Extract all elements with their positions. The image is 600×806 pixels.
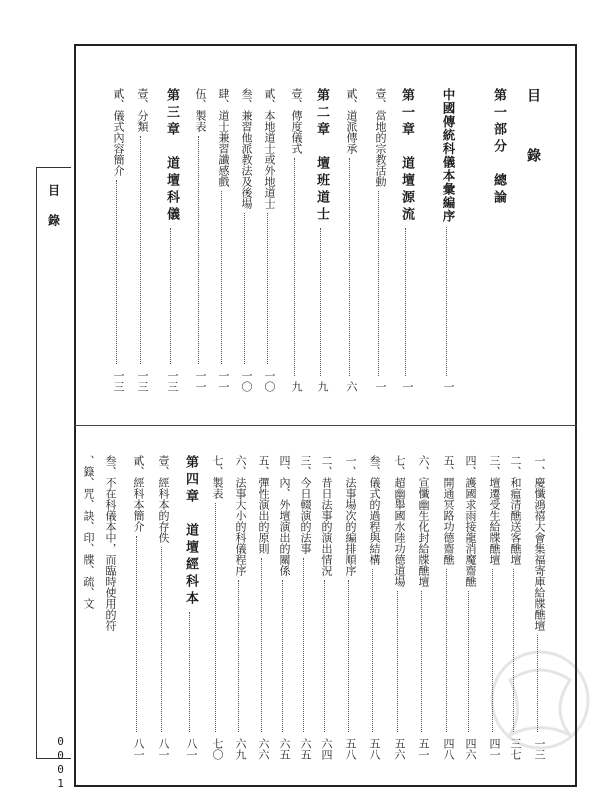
toc-entry[interactable] bbox=[286, 88, 302, 392]
entry-page: 一三 bbox=[112, 370, 125, 392]
entry-page: 一 bbox=[401, 381, 414, 392]
entry-text: 一、法事場次的編排順序 bbox=[344, 455, 357, 576]
dot-leader bbox=[116, 180, 117, 364]
dot-leader bbox=[349, 158, 350, 376]
dot-leader bbox=[405, 228, 406, 376]
entry-text: 貳、本地道士或外地道士 bbox=[263, 88, 276, 209]
entry-text: 七、超幽舉國水陸功德道場 bbox=[393, 455, 406, 587]
toc-entry[interactable] bbox=[316, 455, 332, 760]
entry-page: 一一 bbox=[217, 370, 230, 392]
entry-text: 壹、傳度儀式 bbox=[290, 88, 303, 154]
dot-leader bbox=[215, 503, 216, 732]
toc-entry[interactable] bbox=[153, 455, 169, 760]
entry-page: 九 bbox=[290, 381, 303, 392]
toc-entry[interactable] bbox=[128, 455, 144, 760]
toc-title: 目 錄 bbox=[525, 88, 541, 168]
entry-text: 壹、當地的宗教活動 bbox=[374, 88, 387, 187]
entry-text: 貳、經科本簡介 bbox=[132, 455, 145, 532]
section-divider bbox=[74, 425, 577, 426]
entry-text: 中國傳統科儀本彙編序 bbox=[441, 88, 456, 223]
entry-page: 五八 bbox=[368, 738, 381, 760]
entry-text: 六、宣懺幽生化封給牒醮壇 bbox=[417, 455, 430, 587]
dot-leader bbox=[294, 158, 295, 376]
dot-leader bbox=[397, 591, 398, 732]
entry-text: 貳、道派傳承 bbox=[345, 88, 358, 154]
toc-entry[interactable] bbox=[484, 455, 500, 760]
toc-entry[interactable] bbox=[529, 455, 545, 760]
dot-leader bbox=[378, 191, 379, 376]
entry-text: 六、法事大小的科儀程序 bbox=[234, 455, 247, 576]
entry-text: 伍、製表 bbox=[194, 88, 207, 132]
entry-text: 一、慶懺鴻禧大會集福寄庫給牒醮壇 bbox=[533, 455, 546, 631]
toc-entry[interactable] bbox=[259, 88, 275, 392]
dot-leader bbox=[446, 227, 447, 376]
entry-text: 壹、分類 bbox=[136, 88, 149, 132]
entry-page: 一三 bbox=[533, 738, 546, 760]
entry-text: 第一部分 總論 bbox=[491, 88, 506, 207]
dot-leader bbox=[537, 635, 538, 732]
dot-leader bbox=[513, 569, 514, 732]
entry-page: 六六 bbox=[257, 738, 270, 760]
entry-page: 一〇 bbox=[263, 370, 276, 392]
toc-entry[interactable] bbox=[489, 88, 505, 392]
entry-page: 一〇 bbox=[240, 370, 253, 392]
toc-entry[interactable] bbox=[460, 455, 476, 760]
entry-page: 四六 bbox=[464, 738, 477, 760]
entry-page: 六五 bbox=[299, 738, 312, 760]
entry-text: 叁、儀式的過程與結構 bbox=[368, 455, 381, 565]
dot-leader bbox=[161, 547, 162, 732]
entry-text: 五、開通冥路功德齋醮 bbox=[442, 455, 455, 565]
entry-text: 二、昔日法事的演出情況 bbox=[320, 455, 333, 576]
entry-text: 第一章 道壇源流 bbox=[399, 88, 414, 224]
toc-entry[interactable] bbox=[253, 455, 269, 760]
dot-leader bbox=[198, 136, 199, 364]
side-tab-label: 目錄 bbox=[46, 184, 61, 244]
dot-leader bbox=[492, 569, 493, 732]
entry-page: 一一 bbox=[194, 370, 207, 392]
entry-page: 五六 bbox=[393, 738, 406, 760]
dot-leader bbox=[267, 213, 268, 364]
toc-entry[interactable] bbox=[370, 88, 386, 392]
entry-text: 肆、道士兼習讖感戲 bbox=[217, 88, 230, 187]
entry-text: 貳、儀式內容簡介 bbox=[112, 88, 125, 176]
toc-entry[interactable] bbox=[78, 455, 94, 760]
entry-page: 四一 bbox=[488, 738, 501, 760]
entry-text: 壹、經科本的存佚 bbox=[157, 455, 170, 543]
toc-entry[interactable] bbox=[236, 88, 252, 392]
entry-page: 八一 bbox=[185, 738, 198, 760]
entry-page: 一 bbox=[374, 381, 387, 392]
page-number: 0001 bbox=[54, 735, 67, 791]
entry-text: 三、今日輟演的法事 bbox=[299, 455, 312, 554]
dot-leader bbox=[372, 569, 373, 732]
toc-entry[interactable] bbox=[274, 455, 290, 760]
toc-entry[interactable] bbox=[100, 455, 116, 760]
entry-text: 三、壇遷受生給牒醮壇 bbox=[488, 455, 501, 565]
entry-text: 四、護國求雨接龍消魔齋醮 bbox=[464, 455, 477, 587]
toc-entry[interactable] bbox=[230, 455, 246, 760]
entry-page: 六五 bbox=[278, 738, 291, 760]
dot-leader bbox=[140, 136, 141, 364]
side-tab bbox=[36, 167, 71, 759]
entry-page: 一三 bbox=[166, 370, 179, 392]
toc-entry[interactable] bbox=[505, 455, 521, 760]
entry-page: 四八 bbox=[442, 738, 455, 760]
toc-entry[interactable] bbox=[341, 88, 357, 392]
toc-entry[interactable] bbox=[207, 455, 223, 760]
toc-entry[interactable] bbox=[213, 88, 229, 392]
toc-entry[interactable] bbox=[364, 455, 380, 760]
toc-entry[interactable] bbox=[190, 88, 206, 392]
dot-leader bbox=[136, 536, 137, 732]
dot-leader bbox=[244, 213, 245, 364]
dot-leader bbox=[421, 591, 422, 732]
entry-text: 四、內、外壇演出的關係 bbox=[278, 455, 291, 576]
toc-entry[interactable] bbox=[413, 455, 429, 760]
entry-text: 二、和瘟清醮送客醮壇 bbox=[509, 455, 522, 565]
entry-text: 叁、兼習他派教法及後場 bbox=[240, 88, 253, 209]
dot-leader bbox=[320, 228, 321, 376]
dot-leader bbox=[348, 580, 349, 732]
entry-page: 五八 bbox=[344, 738, 357, 760]
toc-entry[interactable] bbox=[340, 455, 356, 760]
entry-text: 第二章 壇班道士 bbox=[314, 88, 329, 224]
toc-entry[interactable] bbox=[397, 88, 413, 392]
toc-entry[interactable] bbox=[438, 455, 454, 760]
entry-page: 九 bbox=[316, 381, 329, 392]
entry-text: 、籙、咒、訣、印、牒、疏、文 bbox=[82, 455, 95, 609]
entry-page: 五一 bbox=[417, 738, 430, 760]
entry-page: 一 bbox=[442, 381, 455, 392]
entry-text: 第四章 道壇經科本 bbox=[183, 455, 198, 608]
entry-page: 六四 bbox=[320, 738, 333, 760]
toc-entry[interactable] bbox=[312, 88, 328, 392]
toc-entry[interactable] bbox=[108, 88, 124, 392]
toc-entry[interactable] bbox=[162, 88, 178, 392]
dot-leader bbox=[170, 228, 171, 364]
entry-page: 八一 bbox=[157, 738, 170, 760]
dot-leader bbox=[282, 580, 283, 732]
entry-page: 六九 bbox=[234, 738, 247, 760]
dot-leader bbox=[324, 580, 325, 732]
entry-page: 一三 bbox=[136, 370, 149, 392]
dot-leader bbox=[468, 591, 469, 732]
entry-text: 叁、不在科儀本中，而臨時使用的符 bbox=[104, 455, 117, 631]
toc-entry[interactable] bbox=[181, 455, 197, 760]
toc-entry[interactable] bbox=[295, 455, 311, 760]
dot-leader bbox=[446, 569, 447, 732]
entry-text: 五、彈性演出的原則 bbox=[257, 455, 270, 554]
toc-entry[interactable] bbox=[132, 88, 148, 392]
entry-page: 七〇 bbox=[211, 738, 224, 760]
entry-text: 七、製表 bbox=[211, 455, 224, 499]
toc-entry[interactable] bbox=[389, 455, 405, 760]
entry-page: 八一 bbox=[132, 738, 145, 760]
dot-leader bbox=[238, 580, 239, 732]
entry-page: 六 bbox=[345, 381, 358, 392]
entry-page: 三七 bbox=[509, 738, 522, 760]
dot-leader bbox=[189, 612, 190, 732]
dot-leader bbox=[221, 191, 222, 364]
toc-entry[interactable] bbox=[438, 88, 454, 392]
dot-leader bbox=[303, 558, 304, 732]
dot-leader bbox=[261, 558, 262, 732]
entry-text: 第三章 道壇科儀 bbox=[164, 88, 179, 224]
